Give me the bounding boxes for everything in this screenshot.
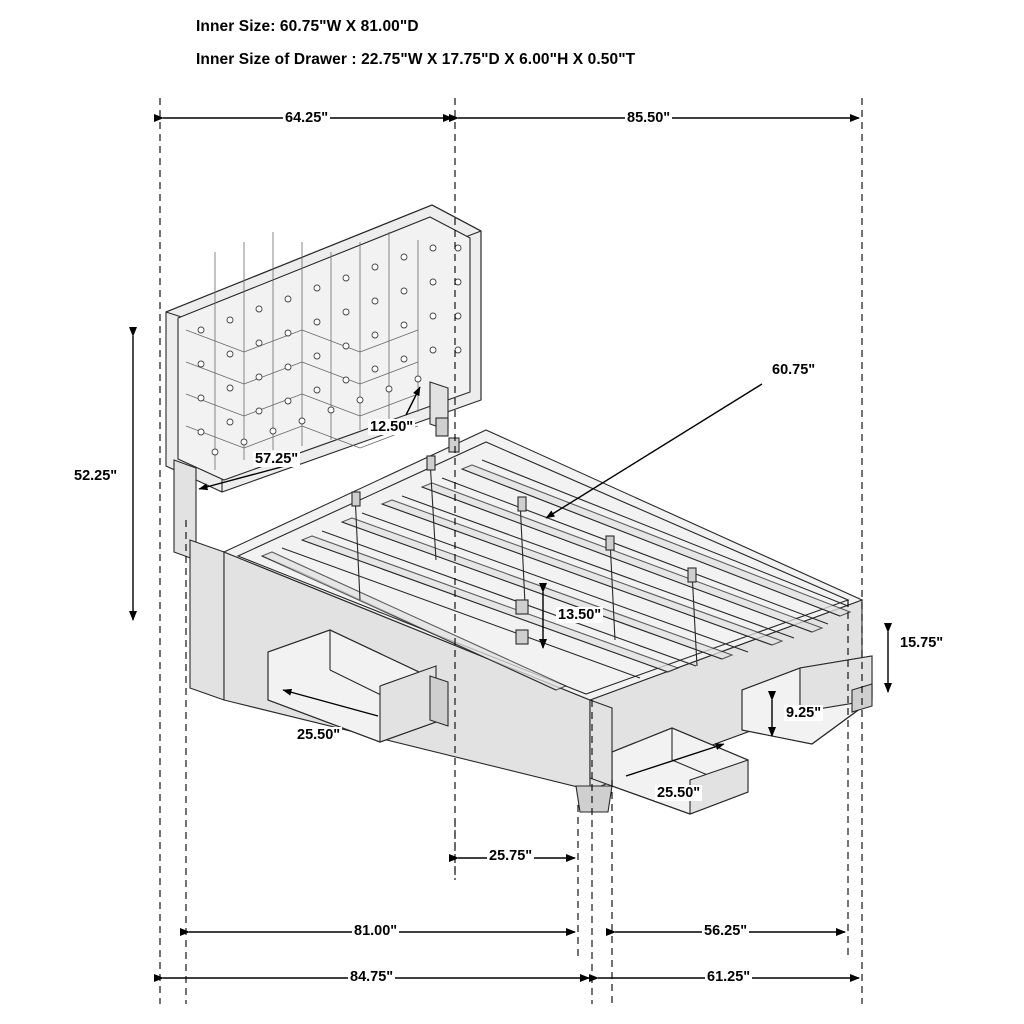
extension-lines <box>160 98 862 1004</box>
dimension-label-overall-right: 61.25" <box>707 969 751 985</box>
dimension-label-side-rail-height: 15.75" <box>900 635 944 651</box>
dimension-label-drawer-left-width: 25.50" <box>297 727 341 743</box>
dimension-label-deck-height: 13.50" <box>558 607 602 623</box>
dimension-label-headboard-height: 52.25" <box>74 468 118 484</box>
dimension-label-drawer-face-height: 9.25" <box>786 705 822 721</box>
drawer-middle-leader <box>626 744 724 776</box>
mattress-width-leader <box>546 384 762 518</box>
dimension-label-mattress-width: 60.75" <box>772 362 816 378</box>
dimension-label-top-left-span: 64.25" <box>285 110 329 126</box>
headboard-post-leader <box>406 387 420 415</box>
inner-size-title: Inner Size: 60.75"W X 81.00"D <box>196 18 419 35</box>
dimension-label-footboard-gap: 25.75" <box>489 848 533 864</box>
dimension-label-bottom-left-81: 81.00" <box>354 923 398 939</box>
dimension-label-headboard-width: 57.25" <box>255 451 299 467</box>
dimension-label-bottom-right-56: 56.25" <box>704 923 748 939</box>
dimension-label-overall-left: 84.75" <box>350 969 394 985</box>
dimension-label-top-right-span: 85.50" <box>627 110 671 126</box>
dimension-label-headboard-post: 12.50" <box>370 419 414 435</box>
inner-drawer-size-title: Inner Size of Drawer : 22.75"W X 17.75"D X 6.00"H X 0.50"T <box>196 51 636 68</box>
drawer-left-leader <box>283 690 378 716</box>
dimension-label-drawer-right-width: 25.50" <box>657 785 701 801</box>
